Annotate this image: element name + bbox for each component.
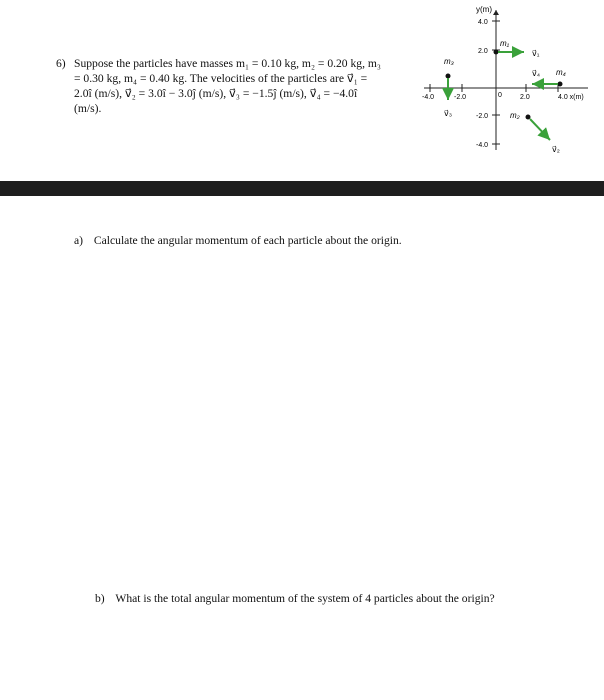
problem-line: 2.0î (m/s), v⃗₂ = 3.0î − 3.0ĵ (m/s), v⃗₃ = −1.5ĵ (m/s), v⃗₄ = −4.0î xyxy=(74,87,358,100)
question-b-text: What is the total angular momentum of the system of 4 particles about the origin? xyxy=(115,592,495,605)
velocity-v1-label: v⃗₁ xyxy=(532,49,540,58)
question-b xyxy=(95,592,495,605)
x-tick-label: 0 xyxy=(498,92,502,99)
particle-m1 xyxy=(494,50,499,55)
problem-line: = 0.30 kg, m₄ = 0.40 kg. The velocities of the particles are v⃗₁ = xyxy=(74,72,368,85)
particle-m2-label: m₂ xyxy=(510,111,520,120)
problem-line: Suppose the particles have masses m₁ = 0.10 kg, m₂ = 0.20 kg, m₃ xyxy=(74,57,381,70)
question-b-label: b) xyxy=(95,592,105,605)
particle-m3-label: m₃ xyxy=(444,57,454,66)
particle-m3 xyxy=(446,74,451,79)
problem-statement xyxy=(56,56,406,116)
particle-diagram xyxy=(418,0,604,160)
y-tick-label: -2.0 xyxy=(476,113,489,120)
problem-number: 6) xyxy=(56,57,66,70)
x-axis-label: 4.0 x(m) xyxy=(558,94,584,101)
y-tick-label: 2.0 xyxy=(478,48,488,55)
problem-line: (m/s). xyxy=(74,102,102,115)
velocity-v4-label: v⃗₄ xyxy=(532,69,540,78)
y-axis-label: y(m) xyxy=(476,5,492,14)
problem-text xyxy=(74,56,406,116)
x-tick-label: -4.0 xyxy=(422,94,435,101)
question-a-text: Calculate the angular momentum of each particle about the origin. xyxy=(93,234,402,247)
question-a-label: a) xyxy=(74,234,84,247)
particle-m1-label: m₁ xyxy=(500,39,510,48)
particle-diagram-svg xyxy=(418,0,604,160)
particle-m4-label: m₄ xyxy=(556,68,566,77)
velocity-v2-label: v⃗₂ xyxy=(552,145,560,154)
y-tick-label: 4.0 xyxy=(478,19,488,26)
particle-m4 xyxy=(558,82,563,87)
section-divider xyxy=(0,181,604,196)
axis-ticks xyxy=(430,21,558,144)
velocity-v3-label: v⃗₃ xyxy=(444,109,452,118)
question-a xyxy=(74,234,402,247)
x-tick-label: -2.0 xyxy=(454,94,467,101)
particle-m2 xyxy=(526,115,531,120)
x-tick-label: 2.0 xyxy=(520,94,530,101)
y-tick-label: -4.0 xyxy=(476,142,489,149)
velocity-v2-arrow xyxy=(530,119,550,140)
